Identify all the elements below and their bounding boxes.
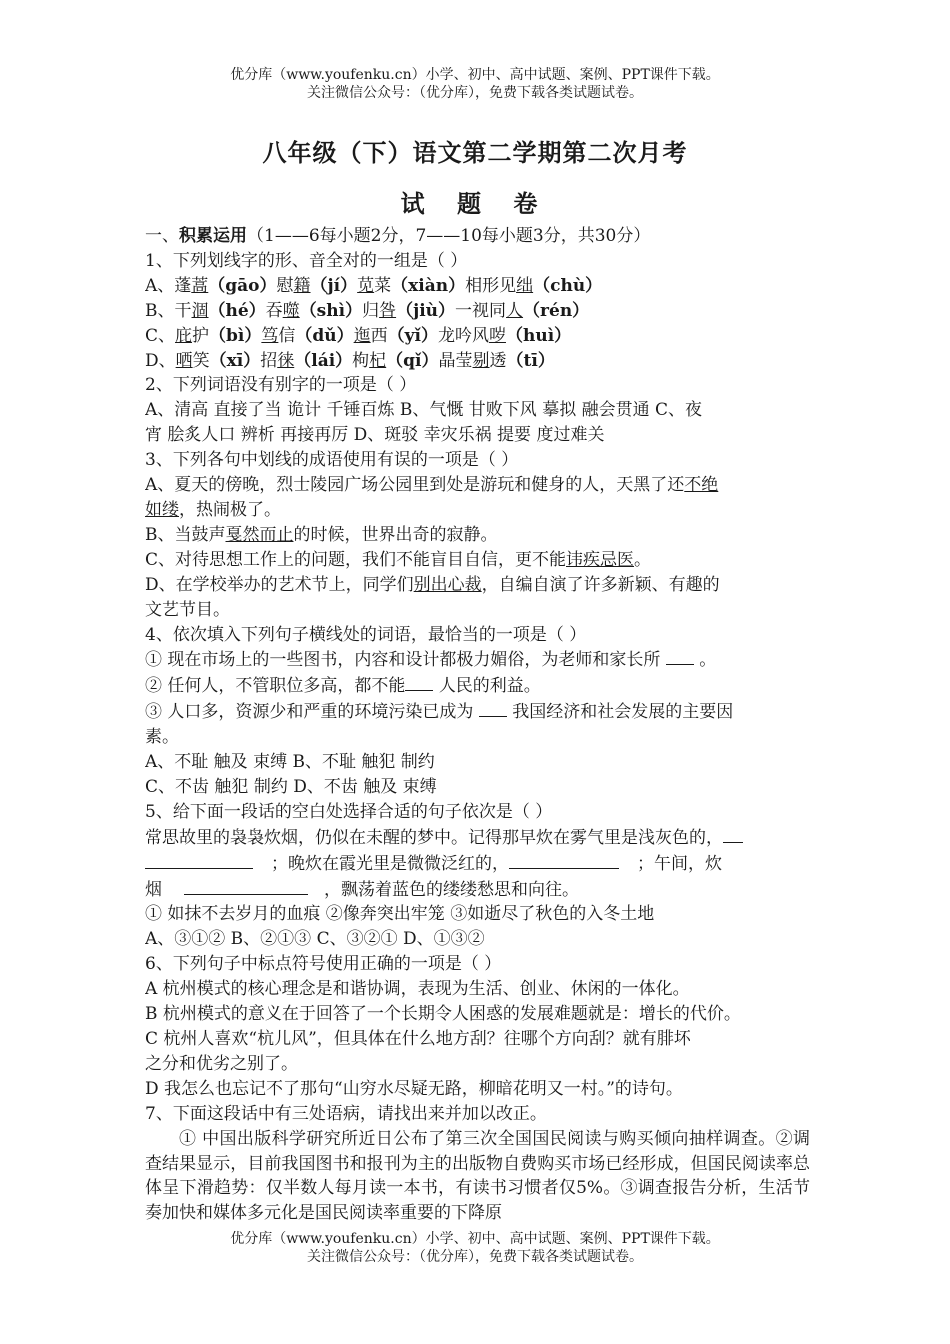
blank-line — [479, 699, 507, 717]
q5-choices: ① 如抹不去岁月的血痕 ②像奔突出牢笼 ③如逝尽了秋色的入冬土地 — [145, 904, 655, 925]
q6-option-a: A 杭州模式的核心理念是和谐协调，表现为生活、创业、休闲的一体化。 — [145, 979, 690, 1000]
q4-sentence-1: ① 现在市场上的一些图书，内容和设计都极力媚俗，为老师和家长所 。 — [145, 647, 810, 673]
q4-sentence-3-cont: 素。 — [145, 727, 179, 748]
page-footer — [0, 1230, 950, 1266]
q2-line-1: A、清高 直接了当 诡计 千锤百炼 B、气慨 甘败下风 摹拟 融会贯通 C、夜 — [145, 400, 703, 421]
blank-line — [666, 647, 694, 665]
footer-line-2: 关注微信公众号：（优分库），免费下载各类试题试卷。 — [307, 1249, 643, 1265]
q6-stem: 6、下列句子中标点符号使用正确的一项是（ ） — [145, 954, 502, 975]
header-line-1: 优分库（www.youfenku.cn）小学、初中、高中试题、案例、PPT课件下载。 — [230, 67, 720, 83]
q5-stem: 5、给下面一段话的空白处选择合适的句子依次是（ ） — [145, 801, 553, 822]
page-header — [0, 66, 950, 102]
q1-stem: 1、下列划线字的形、音全对的一组是（ ） — [145, 250, 468, 271]
q3-option-a-line-1: A、夏天的傍晚，烈士陵园广场公园里到处是游玩和健身的人，天黑了还不绝 — [145, 475, 719, 496]
q3-stem: 3、下列各句中划线的成语使用有误的一项是（ ） — [145, 450, 519, 471]
section-heading — [145, 224, 810, 249]
section-number: 一、 — [145, 226, 179, 246]
header-line-2: 关注微信公众号：（优分库），免费下载各类试题试卷。 — [307, 85, 643, 101]
q6-option-c-line-2: 之分和优劣之别了。 — [145, 1053, 298, 1074]
q3-option-d-line-2: 文艺节目。 — [145, 599, 230, 620]
q6-option-c-line-1: C 杭州人喜欢“杭儿风”，但具体在什么地方刮？往哪个方向刮？就有腓坏 — [145, 1029, 691, 1049]
q1-option-a: A、蓬蒿（gāo）慰籍（jí）苋菜（xiàn）相形见绌（chù） — [145, 275, 603, 296]
q3-option-a-line-2: 如缕，热闹极了。 — [145, 499, 281, 520]
q5-passage-line-3: 烟 ，飘荡着蓝色的缕缕愁思和向往。 — [145, 877, 810, 903]
q6-option-b: B 杭州模式的意义在于回答了一个长期令人困惑的发展难题就是：增长的代价。 — [145, 1004, 741, 1025]
q4-options-1: A、不耻 触及 束缚 B、不耻 触犯 制约 — [145, 752, 435, 773]
q7-stem: 7、下面这段话中有三处语病，请找出来并加以改正。 — [145, 1103, 547, 1124]
q1-option-d: D、哂笑（xī）招徕（lái）枸杞（qǐ）晶莹剔透（tī） — [145, 350, 555, 371]
blank-line — [405, 673, 433, 691]
q4-stem: 4、依次填入下列句子横线处的词语，最恰当的一项是（ ） — [145, 624, 587, 645]
exam-content — [145, 224, 810, 1226]
q5-passage-line-2: ；晚炊在霞光里是微微泛红的， ；午间，炊 — [145, 851, 810, 877]
q5-options: A、③①② B、②①③ C、③②① D、①③② — [145, 929, 485, 950]
section-score: （1——6每小题2分，7——10每小题3分，共30分） — [247, 226, 651, 246]
q3-option-b: B、当鼓声戛然而止的时候，世界出奇的寂静。 — [145, 524, 498, 545]
exam-subtitle: 试 题 卷 — [400, 189, 550, 218]
q5-passage-line-1: 常思故里的袅袅炊烟，仍似在未醒的梦中。记得那早炊在雾气里是浅灰色的， — [145, 825, 810, 851]
section-name: 积累运用 — [179, 226, 247, 246]
q3-option-d-line-1: D、在学校举办的艺术节上，同学们别出心裁，自编自演了许多新颖、有趣的 — [145, 574, 720, 595]
q6-option-d: D 我怎么也忘记不了那句“山穷水尽疑无路，柳暗花明又一村。”的诗句。 — [145, 1078, 683, 1099]
exam-title: 八年级（下）语文第二学期第二次月考 — [262, 138, 688, 167]
q4-sentence-3: ③ 人口多，资源少和严重的环境污染已成为 我国经济和社会发展的主要因 — [145, 699, 810, 725]
q4-sentence-2: ② 任何人，不管职位多高，都不能 人民的利益。 — [145, 673, 810, 699]
blank-line — [145, 851, 253, 869]
q2-line-2: 宵 脍炙人口 辨析 再接再厉 D、斑驳 幸灾乐祸 提要 度过难关 — [145, 425, 605, 446]
q1-option-c: C、庇护（bì）笃信（dǔ）迤西（yǐ）龙吟风哕（huì） — [145, 325, 572, 346]
q3-option-c: C、对待思想工作上的问题，我们不能盲目自信，更不能讳疾忌医。 — [145, 549, 652, 570]
q4-options-2: C、不齿 触犯 制约 D、不齿 触及 束缚 — [145, 776, 437, 797]
q2-stem: 2、下列词语没有别字的一项是（ ） — [145, 375, 417, 396]
blank-line — [509, 851, 619, 869]
blank-line — [184, 877, 308, 895]
footer-line-1: 优分库（www.youfenku.cn）小学、初中、高中试题、案例、PPT课件下载。 — [230, 1231, 720, 1247]
q1-option-b: B、干涸（hé）吞噬（shì）归咎（jiù）一视同人（rén） — [145, 300, 590, 321]
q7-paragraph: ① 中国出版科学研究所近日公布了第三次全国国民阅读与购买倾向抽样调查。②调查结果显示，目前我国图书和报刊为主的出版物自费购买市场已经形成，但国民阅读率总体呈下滑趋势：仅半数人每月读一本书，有读书习惯者仅5%。③调查报告分析，生活节奏加快和媒体多元化是国民阅读率重要的下降原 — [145, 1128, 810, 1224]
blank-line — [723, 825, 743, 843]
